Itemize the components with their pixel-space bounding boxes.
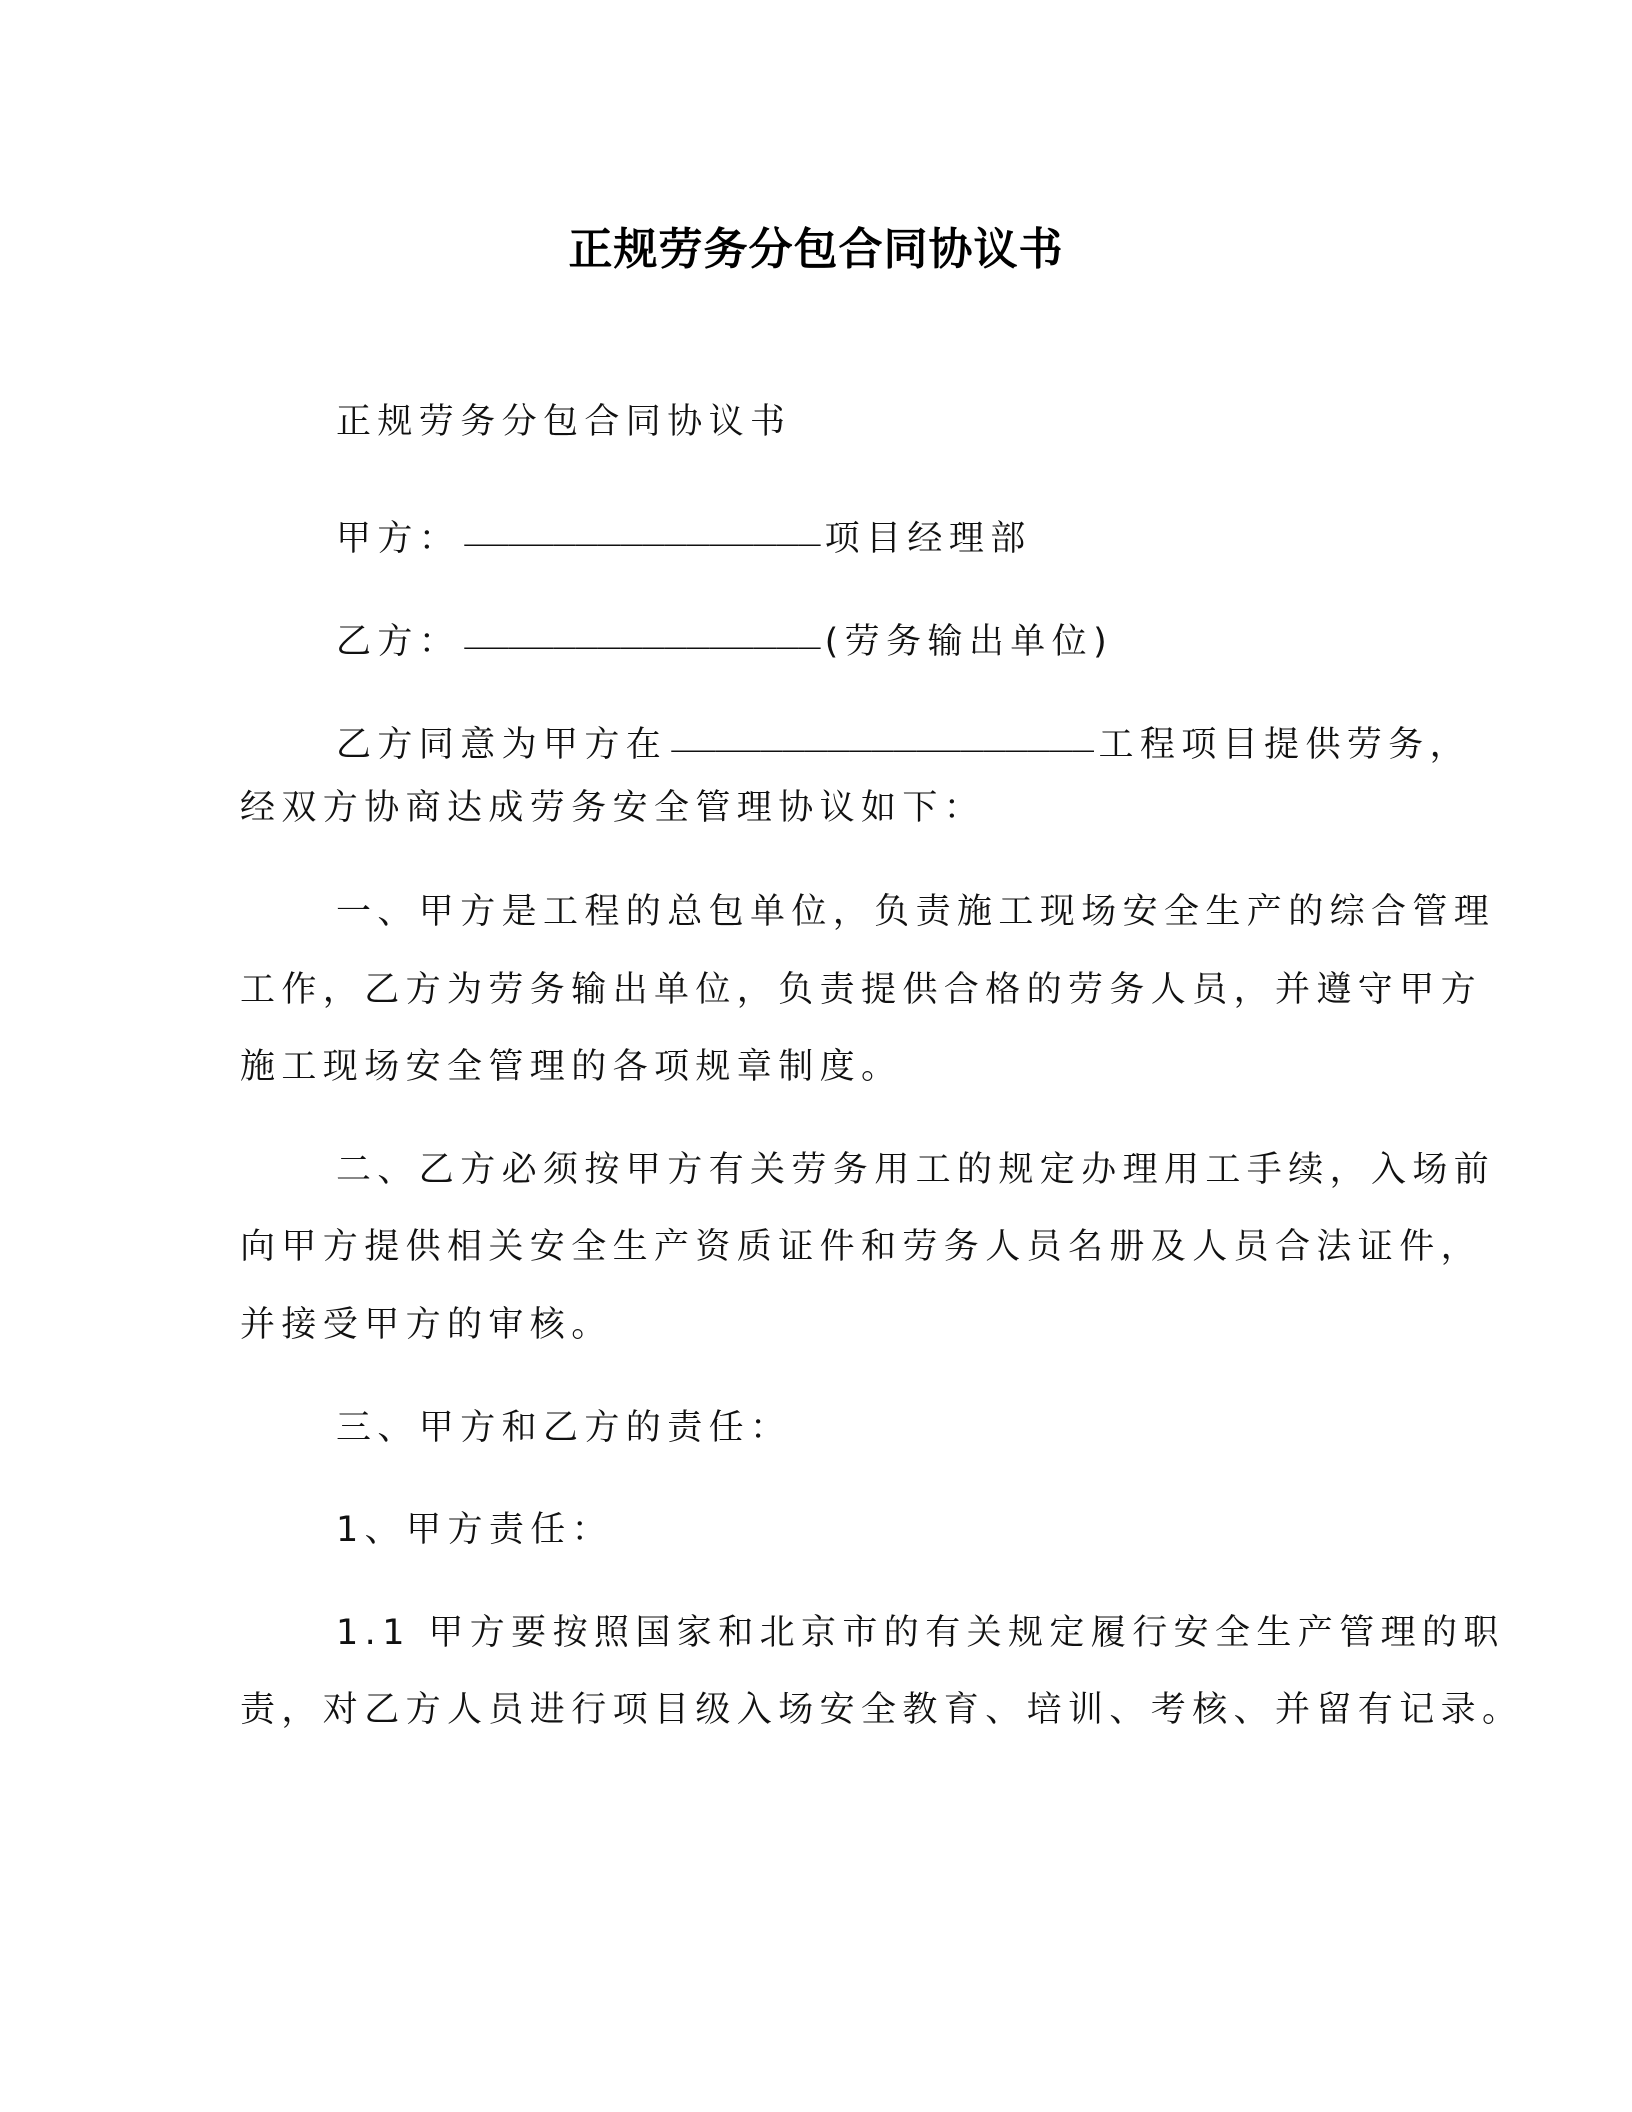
clause2-line: 向甲方提供相关安全生产资质证件和劳务人员名册及人员合法证件，	[240, 1227, 1483, 1267]
document-title: 正规劳务分包合同协议书	[568, 224, 1064, 275]
party-b-blank: ________________	[464, 606, 821, 649]
intro-line-1	[336, 706, 1471, 770]
clause1-line: 一、甲方是工程的总包单位，负责施工现场安全生产的综合管理	[336, 892, 1496, 932]
party-b-line	[336, 603, 1113, 667]
clause1-line: 工作，乙方为劳务输出单位，负责提供合格的劳务人员，并遵守甲方	[240, 970, 1483, 1010]
party-b-suffix: (劳务输出单位)	[824, 622, 1114, 662]
intro-prefix: 乙方同意为甲方在	[336, 725, 668, 765]
clause2-line: 并接受甲方的审核。	[240, 1305, 613, 1345]
intro-suffix: 工程项目提供劳务，	[1098, 725, 1472, 765]
clause1-line: 施工现场安全管理的各项规章制度。	[240, 1047, 903, 1087]
sub1-1-line: 责，对乙方人员进行项目级入场安全教育、培训、考核、并留有记录。	[240, 1690, 1524, 1730]
clause2-line: 二、乙方必须按甲方有关劳务用工的规定办理用工手续，入场前	[336, 1150, 1496, 1190]
party-a-label: 甲方：	[336, 519, 461, 559]
project-blank: ___________________	[671, 709, 1095, 752]
party-a-blank: ________________	[464, 503, 821, 546]
party-a-line	[336, 500, 1032, 564]
party-b-label: 乙方：	[336, 622, 461, 662]
sub1-1-line: 1.1 甲方要按照国家和北京市的有关规定履行安全生产管理的职	[336, 1613, 1505, 1653]
sub1-heading: 1、甲方责任：	[336, 1510, 614, 1550]
document-subtitle: 正规劳务分包合同协议书	[336, 402, 792, 442]
intro-line-2: 经双方协商达成劳务安全管理协议如下：	[240, 788, 986, 828]
clause3-heading: 三、甲方和乙方的责任：	[336, 1408, 792, 1448]
party-a-suffix: 项目经理部	[824, 519, 1032, 559]
